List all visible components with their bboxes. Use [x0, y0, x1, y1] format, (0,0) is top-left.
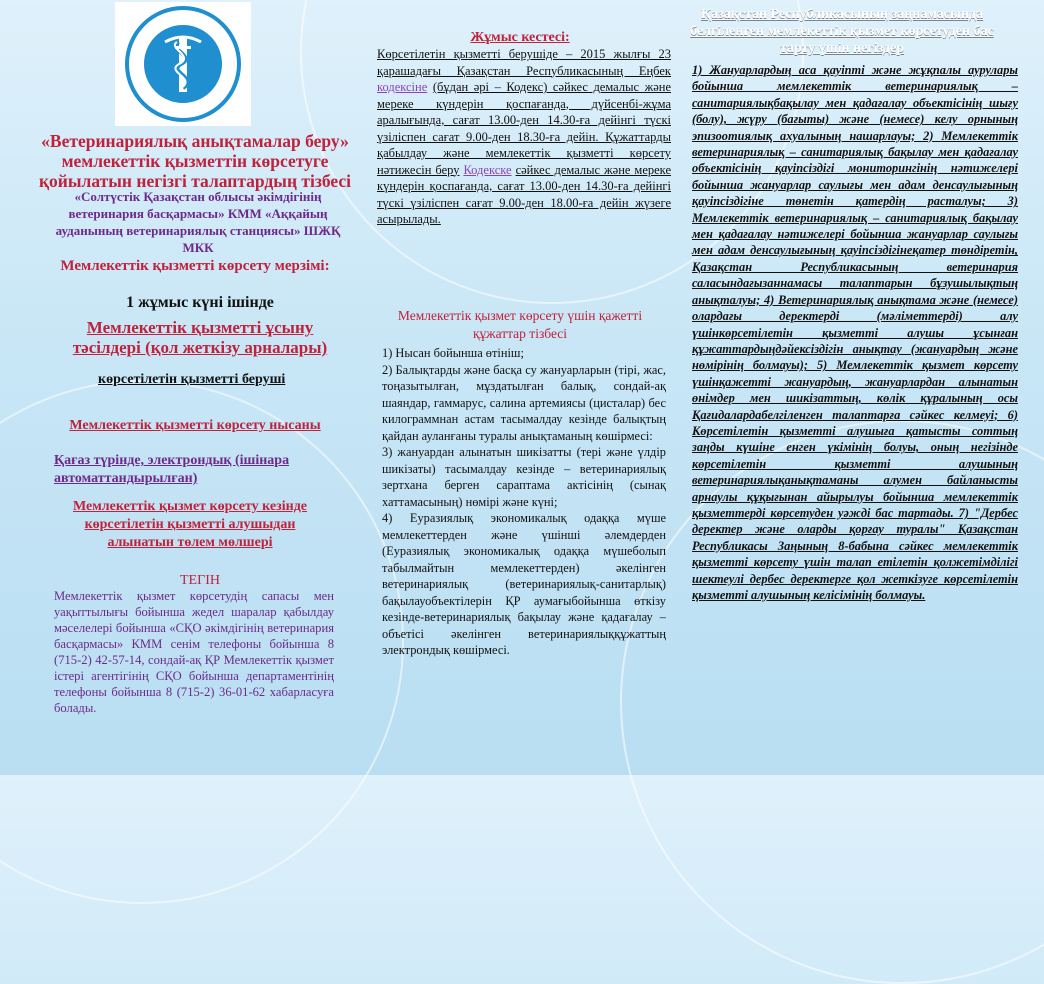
channels-heading: Мемлекеттік қызметті ұсыну тәсілдері (қол жеткізу арналары) — [72, 318, 328, 357]
refusal-grounds-heading: Қазақстан Республикасының заңнамасында белгіленген мемлекеттік қызмет көрсетуден бас тарту үшін негіздер — [690, 7, 994, 56]
document-item: 3) жануардан алынатын шикізатты (тері және үлдір шикізаты) тасымалдау кезінде – ветеринариялық зертхана берген сараптама актісінің (сынақ хаттамасының) нөмірі және күні; — [382, 445, 666, 509]
service-term-heading: Мемлекеттік қызметті көрсету мерзімі: — [60, 258, 330, 274]
organization-name: «Солтүстік Қазақстан облысы әкімдігінің ветеринария басқармасы» КММ «Аққайың ауданының ветеринариялық станциясы» ШЖҚ МКК — [55, 189, 341, 255]
provider-text: көрсетілетін қызметті беруші — [98, 372, 286, 387]
document-item: 4) Еуразиялық экономикалық одаққа мүше мемлекеттерден және үшінші әлемдерден (Еуразиялық экономикалық одаққа мүшеболып табылмайтын мемлекеттерден) әкелінген ветеринариялық (ветеринариялық-санитарлық) бақылауобъектілерін ҚР аумағыбойынша өткізу кезінде-ветеринариялық бақылау және қадағалау – объетісі әкелінген ветеринариялыққұжаттың электрондық көшірмесі. — [382, 511, 666, 657]
documents-heading: Мемлекеттік қызмет көрсету үшін қажетті құжаттар тізбесі — [397, 308, 643, 341]
form-value: Қағаз түрінде, электрондық (ішінара автоматтандырылған) — [54, 453, 290, 486]
codex-link[interactable]: кодексіне — [377, 80, 428, 94]
refusal-grounds-text: 1) Жануарлардың аса қауіпті және жұқпалы аурулары бойынша мемлекеттік ветеринариялық –санитариялықбақылау мен қадағалау объектісінің шығу (болу), жүру (бағыты) және (немесе) келу орнының эпизоотиялық ахуалының нашарлауы; 2) Мемлекеттік ветеринариялық – санитариялық бақылау мен қадағалау объектісінің қауіпсіздігі мониторингінің нәтижелері бойынша жануарлар саулығы мен адам денсаулығының қауіпсіздігіне төнетін қатердің расталуы; 3) Мемлекеттік ветеринариялық – санитариялық бақылау мен қадағалау нәтижелері бойынша жануарлар саулығы мен адам денсаулығының қауіпсіздігінеқатер төндіретін, Қазақстан Республикасының ветеринария саласындағызаннамасы талаптарын бұзушылықтың анықталуы; 4) Ветеринариялық анықтама және (немесе) олардағы деректерді (мәліметтерді) алу үшінкөрсетілетін қызметті алушы ұсынған құжаттардыңдәйексіздігін анықтау (жануардың және нөмірінің болмауы); 5) Мемлекеттік қызмет көрсету үшінқажетті жануардың, жануарлардан алынатын өнімдер мен шикізаттың, көлік құралының осы Қағидалардабелгіленген талаптарға сәйкес келмеуі; 6) Көрсетілетін қызметті алушыға қатысты соттың заңды күшіне енген үкімінің болуы, оның негізінде көрсетілетін қызметті алушының ветеринариялықанықтаманы алумен байланысты арнаулы құқығынан айырылуы бойынша мемлекеттік қызметтерді көрсетуден уәжді бас тартады. 7) "Дербес деректер және оларды қорғау туралы" Қазақстан Республикасы Заңының 8-бабына сәйкес мемлекеттік қызметті көрсету үшін талап етілетін қолжетімділігі шектеулі дербес деректерге қол жеткізуге көрсетілетін қызметті алушының келісімінің болмауы. — [692, 63, 1018, 602]
documents-list — [382, 345, 666, 659]
form-heading: Мемлекеттік қызметті көрсету нысаны — [69, 418, 321, 433]
provider-label — [98, 370, 298, 389]
main-title: «Ветеринариялық анықтамалар беру» мемлекеттік қызметтін көрсетуге қойылатын негізгі талаптардың тізбесі — [38, 131, 352, 191]
document-item: 1) Нысан бойынша өтініш; — [382, 346, 524, 360]
fee-value: ТЕГІН — [180, 573, 220, 588]
fee-heading: Мемлекеттік қызмет көрсету кезінде көрсетілетін қызметті алушыдан алынатын төлем мөлшері — [73, 499, 307, 550]
schedule-heading: Жұмыс кестесі: — [470, 30, 570, 45]
codex-link-2[interactable]: Кодекске — [463, 162, 512, 177]
document-item: 2) Балықтарды және басқа су жануарларын (тірі, жас, тоңазытылған, мұздатылған балық, сондай-ақ шаяндар, гаммарус, салина артемиясы (цисталар) бес килограммнан астам тасымалдау кезінде балықтың қайдан ауланғаны туралы анықтаманың көшірмесі: — [382, 362, 666, 443]
schedule-text: Көрсетілетін қызметті берушіде – 2015 жылғы 23 қарашадағы Қазақстан Республикасының Еңбек кодексіне (бұдан әрі – Кодекс) сәйкес демалыс және мереке күндерін қоспағанда, дүйсенбі-жұма аралығында, сағат 13.00-ден 14.30-ға дейінгі түскі үзіліспен сағат 9.00-ден 18.30-ға дейін. Құжаттарды қабылдау және мемлекеттік қызметті көрсету нәтижесін беру Кодекске сәйкес демалыс және мереке күндерін қоспағанда, сағат 13.00-ден 14.30-ға дейінгі түскі үзіліспен сағат 9.00-ден 18.00-ға дейін жүзеге асырылады. — [377, 47, 672, 226]
column-left — [0, 0, 370, 775]
service-term-value: 1 жұмыс күні ішінде — [126, 294, 274, 311]
contact-info: Мемлекеттік қызмет көрсетудің сапасы мен уақыттылығы бойынша жедел шаралар қабылдау мәселелері бойынша «СҚО әкімдігінің ветеринария басқармасы» КММ сенім телефоны бойынша 8 (715-2) 42-57-14, сондай-ақ ҚР Мемлекеттік қызмет істері агентігінің СҚО бойынша департаментінің телефоны бойынша 8 (715-2) 36-01-62 хабарласуға болады. — [54, 589, 334, 715]
station-logo — [115, 2, 251, 126]
